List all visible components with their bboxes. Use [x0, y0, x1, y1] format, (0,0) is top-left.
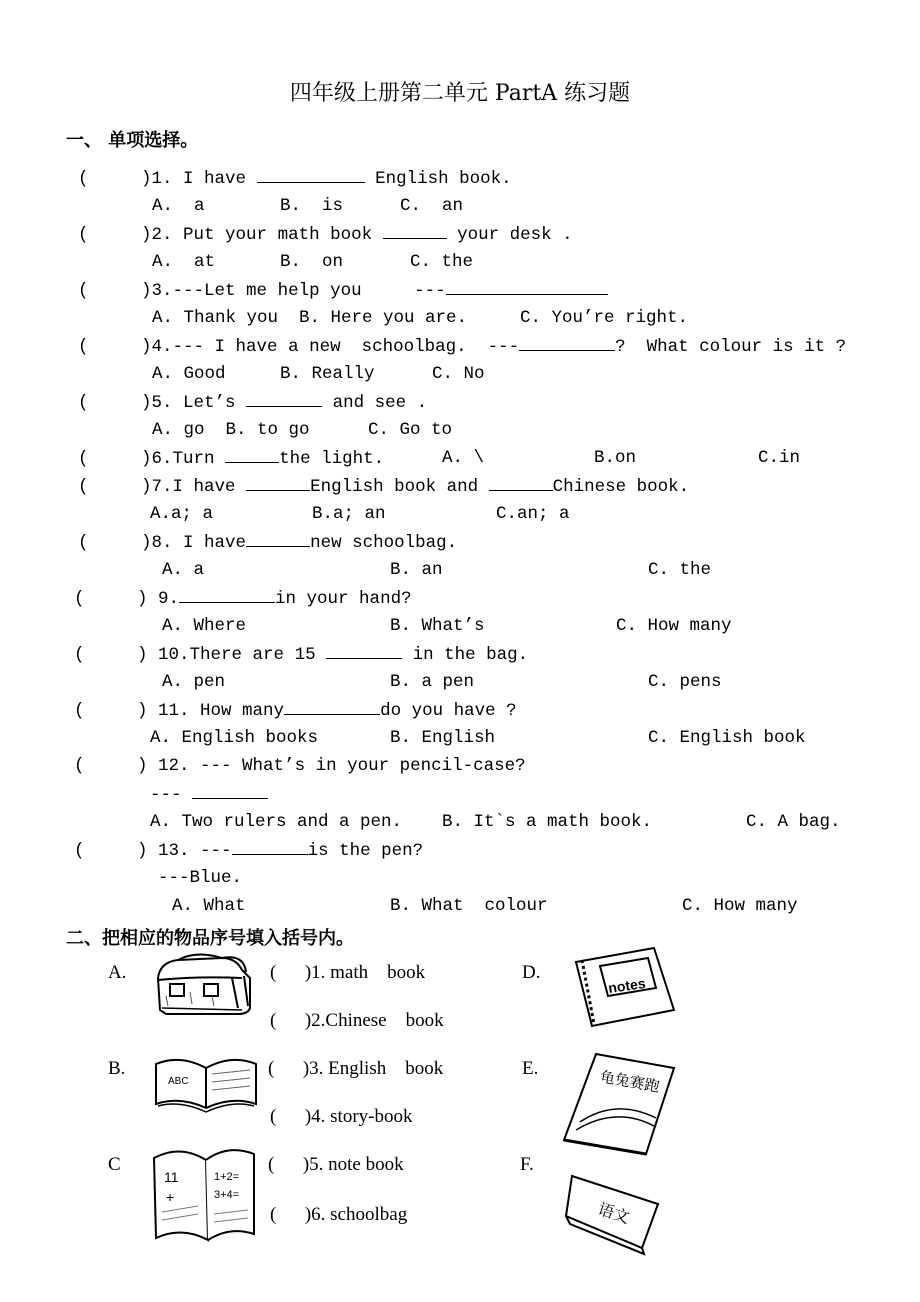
chinese-book-icon — [560, 1164, 666, 1256]
question-2: ( )2. Put your math book your desk . — [78, 225, 573, 245]
question-13-answer-line: ---Blue. — [158, 868, 243, 888]
question-8: ( )8. I have new schoolbag. — [78, 533, 458, 553]
match-item-1: ( )1. math book — [270, 962, 426, 983]
picture-letter-e: E. — [522, 1058, 539, 1079]
question-11-options: A. English books B. English C. English book — [150, 728, 806, 748]
question-9-options: A. Where B. What’s C. How many — [162, 616, 732, 636]
picture-letter-f: F. — [520, 1154, 534, 1175]
section-1-heading: 一、 单项选择。 — [66, 130, 199, 151]
question-5-options: A. go B. to go C. Go to — [152, 420, 453, 440]
question-7: ( )7.I have English book and Chinese book. — [78, 477, 690, 497]
story-book-icon — [556, 1046, 682, 1158]
schoolbag-icon — [152, 948, 256, 1020]
match-item-4: ( )4. story-book — [270, 1106, 413, 1127]
svg-text:11: 11 — [164, 1169, 179, 1185]
svg-text:notes: notes — [607, 974, 647, 996]
svg-text:语文: 语文 — [595, 1201, 632, 1228]
question-12-answer-line: --- — [150, 784, 268, 805]
question-7-options: A.a; a B.a; an C.an; a — [150, 504, 570, 524]
math-book-icon — [148, 1140, 260, 1248]
worksheet-title: 四年级上册第二单元 PartA 练习题 — [289, 81, 631, 106]
question-5: ( )5. Let’s and see . — [78, 393, 428, 413]
question-3: ( )3.---Let me help you --- — [78, 280, 608, 301]
question-12-options: A. Two rulers and a pen. B. It`s a math book. C. A bag. — [150, 812, 841, 832]
question-10: ( ) 10.There are 15 in the bag. — [74, 645, 529, 665]
picture-letter-a: A. — [108, 962, 127, 983]
question-3-options: A. Thank you B. Here you are. C. You’re right. — [152, 308, 689, 328]
picture-letter-c: C — [108, 1154, 121, 1175]
picture-letter-d: D. — [522, 962, 541, 983]
question-6: ( )6.Turn the light. A. \ B.on C.in — [78, 448, 801, 469]
question-13-options: A. What B. What colour C. How many — [172, 896, 798, 916]
english-book-icon — [150, 1050, 262, 1116]
match-item-6: ( )6. schoolbag — [270, 1204, 408, 1225]
question-4-options: A. Good B. Really C. No — [152, 364, 485, 384]
question-1: ( )1. I have English book. — [78, 169, 512, 189]
question-10-options: A. pen B. a pen C. pens — [162, 672, 722, 692]
question-2-options: A. at B. on C. the — [152, 252, 474, 272]
match-item-5: ( )5. note book — [268, 1154, 404, 1175]
notebook-icon — [570, 944, 680, 1034]
question-13: ( ) 13. --- is the pen? — [74, 841, 424, 861]
question-8-options: A. a B. an C. the — [162, 560, 712, 580]
match-item-3: ( )3. English book — [268, 1058, 444, 1079]
question-12: ( ) 12. --- What’s in your pencil-case? — [74, 756, 526, 776]
question-4: ( )4.--- I have a new schoolbag. --- ? What colour is it ? — [78, 337, 847, 357]
section-2-heading: 二、把相应的物品序号填入括号内。 — [66, 928, 354, 949]
picture-letter-b: B. — [108, 1058, 126, 1079]
svg-text:3+4=: 3+4= — [214, 1189, 240, 1201]
svg-text:1+2=: 1+2= — [214, 1171, 240, 1183]
question-11: ( ) 11. How many do you have ? — [74, 701, 517, 721]
match-item-2: ( )2.Chinese book — [270, 1010, 444, 1031]
svg-text:ABC: ABC — [168, 1076, 189, 1087]
svg-text:龟兔赛跑: 龟兔赛跑 — [598, 1068, 661, 1096]
svg-text:+: + — [166, 1189, 175, 1205]
question-9: ( ) 9. in your hand? — [74, 589, 412, 609]
question-1-options: A. a B. is C. an — [152, 196, 464, 216]
